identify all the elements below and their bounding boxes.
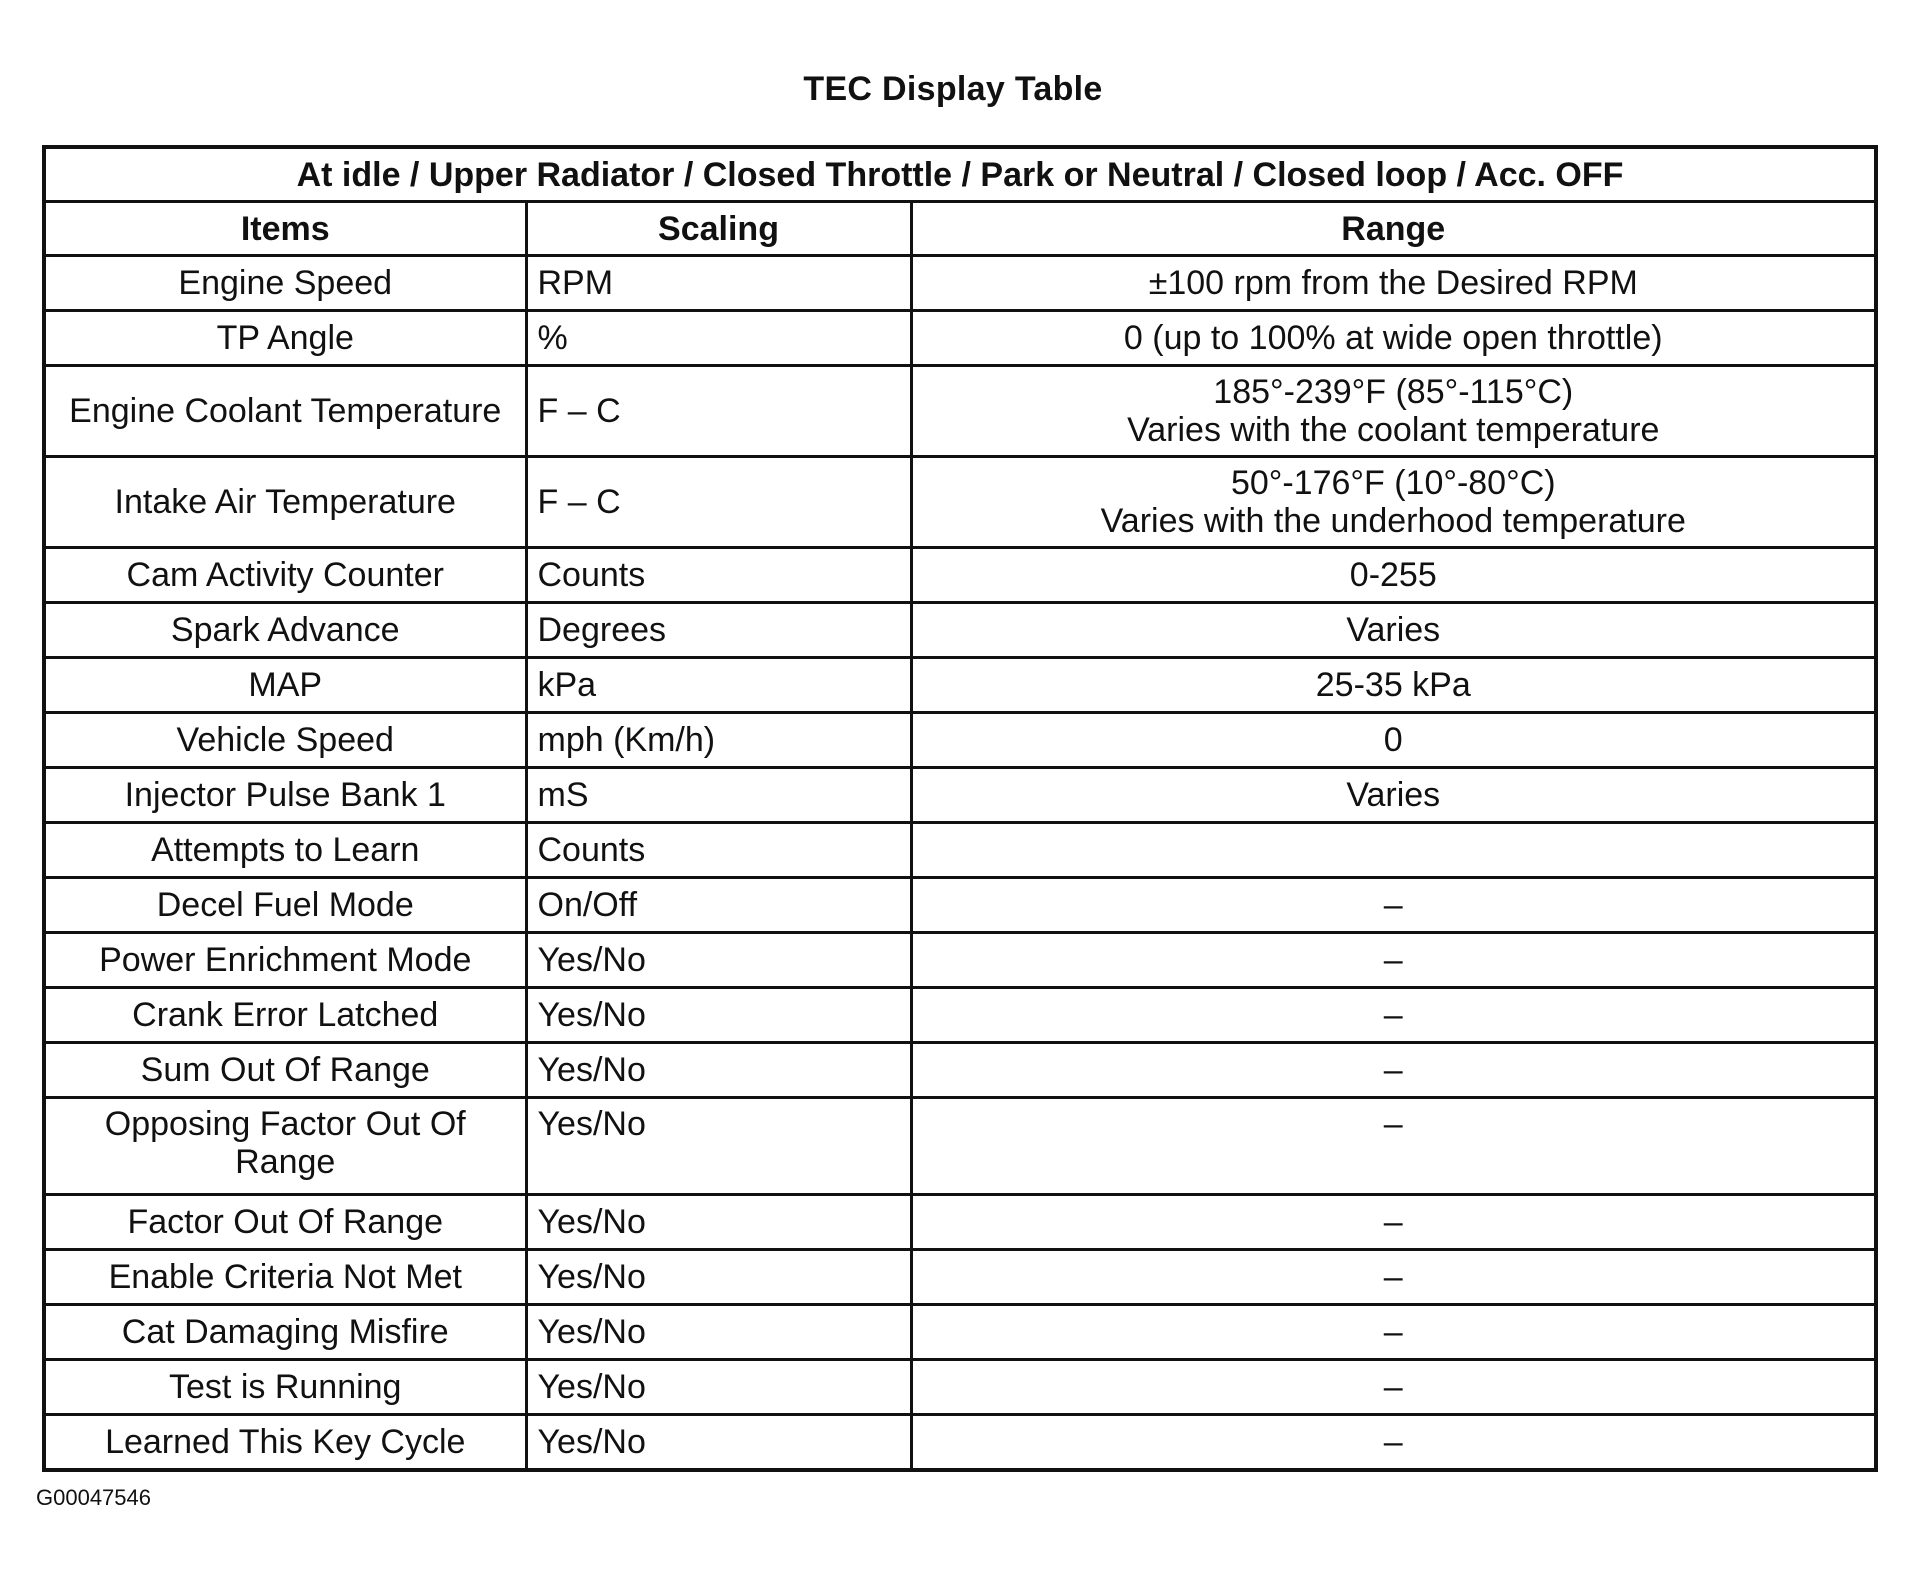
- range-cell: [911, 1250, 1876, 1305]
- range-line: Varies: [1346, 776, 1441, 814]
- range-line: –: [1383, 1423, 1403, 1461]
- range-line: 25-35 kPa: [1315, 666, 1471, 704]
- table-row: [44, 823, 1876, 878]
- range-line: –: [1383, 941, 1403, 979]
- range-cell: [911, 603, 1876, 658]
- range-cell: [911, 768, 1876, 823]
- table-row: [44, 658, 1876, 713]
- scaling-cell: mS: [526, 768, 911, 823]
- item-cell: Factor Out Of Range: [44, 1195, 526, 1250]
- scaling-cell: kPa: [526, 658, 911, 713]
- range-column-header: Range: [911, 202, 1876, 256]
- item-cell: Engine Coolant Temperature: [44, 366, 526, 457]
- page-title: TEC Display Table: [803, 70, 1103, 108]
- table-row: [44, 1250, 1876, 1305]
- table-row: [44, 256, 1876, 311]
- range-cell: [911, 457, 1876, 548]
- table-row: [44, 311, 1876, 366]
- table-row: [44, 366, 1876, 457]
- table-body: [44, 256, 1876, 1471]
- range-line: –: [1383, 1368, 1403, 1406]
- scaling-cell: Yes/No: [526, 1305, 911, 1360]
- scaling-cell: Yes/No: [526, 1415, 911, 1471]
- column-header-row: [44, 202, 1876, 256]
- scaling-cell: On/Off: [526, 878, 911, 933]
- item-cell: Decel Fuel Mode: [44, 878, 526, 933]
- range-cell: [911, 366, 1876, 457]
- range-line: 185°-239°F (85°-115°C): [1213, 373, 1574, 411]
- range-line: Varies with the underhood temperature: [1100, 502, 1686, 540]
- item-cell: Learned This Key Cycle: [44, 1415, 526, 1471]
- scaling-cell: RPM: [526, 256, 911, 311]
- scaling-cell: Counts: [526, 548, 911, 603]
- range-cell: [911, 878, 1876, 933]
- range-line: –: [1383, 1313, 1403, 1351]
- range-line: 0: [1383, 721, 1403, 759]
- table-row: [44, 933, 1876, 988]
- table-row: [44, 1195, 1876, 1250]
- range-cell: [911, 1360, 1876, 1415]
- items-column-header: Items: [44, 202, 526, 256]
- range-cell: [911, 311, 1876, 366]
- item-cell: Cat Damaging Misfire: [44, 1305, 526, 1360]
- item-cell: Vehicle Speed: [44, 713, 526, 768]
- range-cell: [911, 713, 1876, 768]
- item-line: Opposing Factor Out Of: [104, 1105, 466, 1143]
- range-cell: [911, 1098, 1876, 1195]
- item-cell: MAP: [44, 658, 526, 713]
- item-cell: Cam Activity Counter: [44, 548, 526, 603]
- item-cell: TP Angle: [44, 311, 526, 366]
- table-row: [44, 768, 1876, 823]
- item-cell: Engine Speed: [44, 256, 526, 311]
- scaling-cell: Yes/No: [526, 933, 911, 988]
- range-cell: [911, 658, 1876, 713]
- item-line: Range: [235, 1143, 336, 1181]
- scaling-cell: Counts: [526, 823, 911, 878]
- table-row: [44, 988, 1876, 1043]
- scaling-cell: mph (Km/h): [526, 713, 911, 768]
- scaling-cell: F – C: [526, 457, 911, 548]
- item-cell: Enable Criteria Not Met: [44, 1250, 526, 1305]
- item-cell: [44, 1098, 526, 1195]
- table-row: [44, 1415, 1876, 1471]
- scaling-cell: Degrees: [526, 603, 911, 658]
- item-cell: Spark Advance: [44, 603, 526, 658]
- range-line: Varies with the coolant temperature: [1127, 411, 1660, 449]
- range-line: 50°-176°F (10°-80°C): [1230, 464, 1556, 502]
- range-cell: [911, 988, 1876, 1043]
- item-cell: Crank Error Latched: [44, 988, 526, 1043]
- range-cell: [911, 933, 1876, 988]
- range-line: 0-255: [1349, 556, 1437, 594]
- item-cell: Attempts to Learn: [44, 823, 526, 878]
- item-cell: Injector Pulse Bank 1: [44, 768, 526, 823]
- range-cell: [911, 1195, 1876, 1250]
- range-cell: [911, 548, 1876, 603]
- range-line: –: [1383, 1258, 1403, 1296]
- conditions-header: At idle / Upper Radiator / Closed Throttle / Park or Neutral / Closed loop / Acc. OFF: [44, 147, 1876, 202]
- conditions-row: [44, 147, 1876, 202]
- item-cell: Intake Air Temperature: [44, 457, 526, 548]
- item-cell: Test is Running: [44, 1360, 526, 1415]
- range-line: 0 (up to 100% at wide open throttle): [1123, 319, 1663, 357]
- range-line: ±100 rpm from the Desired RPM: [1148, 264, 1638, 302]
- range-cell: [911, 1043, 1876, 1098]
- scaling-cell: Yes/No: [526, 1043, 911, 1098]
- item-cell: Sum Out Of Range: [44, 1043, 526, 1098]
- tec-display-table: [42, 145, 1878, 1472]
- range-line: –: [1383, 1051, 1403, 1089]
- range-line: –: [1383, 1203, 1403, 1241]
- table-row: [44, 713, 1876, 768]
- table-row: [44, 1098, 1876, 1195]
- table-row: [44, 457, 1876, 548]
- range-cell: [911, 256, 1876, 311]
- scaling-cell: Yes/No: [526, 1098, 911, 1195]
- range-cell: [911, 1415, 1876, 1471]
- item-cell: Power Enrichment Mode: [44, 933, 526, 988]
- range-cell: [911, 1305, 1876, 1360]
- scaling-cell: Yes/No: [526, 1360, 911, 1415]
- table-row: [44, 1043, 1876, 1098]
- scaling-cell: Yes/No: [526, 1250, 911, 1305]
- table-row: [44, 548, 1876, 603]
- table-row: [44, 603, 1876, 658]
- scaling-column-header: Scaling: [526, 202, 911, 256]
- range-line: –: [1383, 886, 1403, 924]
- scaling-cell: Yes/No: [526, 1195, 911, 1250]
- scaling-cell: %: [526, 311, 911, 366]
- range-line: –: [1383, 1105, 1403, 1143]
- table-row: [44, 1305, 1876, 1360]
- figure-code: G00047546: [36, 1485, 151, 1510]
- scaling-cell: Yes/No: [526, 988, 911, 1043]
- scaling-cell: F – C: [526, 366, 911, 457]
- table-row: [44, 878, 1876, 933]
- range-line: Varies: [1346, 611, 1441, 649]
- range-cell: [911, 823, 1876, 878]
- range-line: –: [1383, 996, 1403, 1034]
- table-row: [44, 1360, 1876, 1415]
